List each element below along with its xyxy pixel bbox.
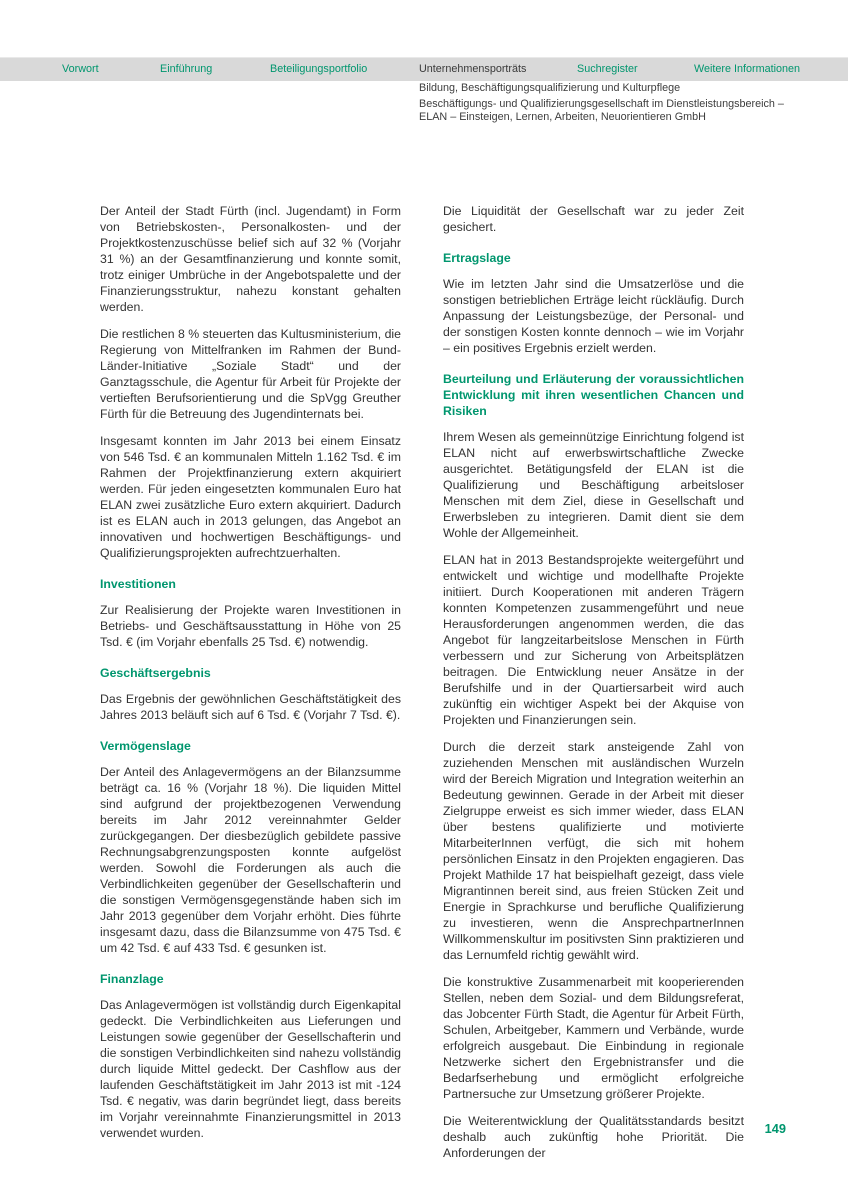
nav-item-weitere-informationen[interactable]: Weitere Informationen [694,63,801,75]
section-heading: Geschäftsergebnis [100,666,211,680]
top-nav [0,57,848,81]
body-paragraph: Der Anteil der Stadt Fürth (incl. Jugendamt) in Form von Betriebskosten-, Personalkosten- und der Projektkostenzuschüsse belief sich auf 32 % (Vorjahr 31 %) an der Gesamtfinanzierung und konnte somit, trotz einiger Umbrüche in der Angebotspalette und der Finanzierungsstruktur, nahezu konstant gehalten werden. [100,204,401,314]
section-heading: Vermögenslage [100,739,191,753]
nav-item-beteiligungsportfolio[interactable]: Beteiligungsportfolio [270,63,368,75]
body-paragraph: Die Liquidität der Gesellschaft war zu jeder Zeit gesichert. [443,204,744,234]
breadcrumb-category: Bildung, Beschäftigungsqualifizierung und Kulturpflege [419,82,681,94]
body-paragraph: ELAN hat in 2013 Bestandsprojekte weitergeführt und entwickelt und wichtige und modellhafte Projekte initiiert. Durch Kooperationen mit anderen Trägern konnten Kompetenzen zusammengeführt und neue Herausforderungen angenommen werden, die das Angebot für langzeitarbeitslose Menschen in Fürth verbessern und zur Sicherung von Arbeitsplätzen beitragen. Die Entwicklung neuer Ansätze in der Berufshilfe und in der Quartiersarbeit wird auch zukünftig ein wichtiger Aspekt bei der Akquise von Projekten und Finanzierungen sein. [443,553,744,727]
section-heading: Investitionen [100,577,176,591]
page-number: 149 [764,1121,786,1136]
nav-item-vorwort[interactable]: Vorwort [62,63,99,75]
body-paragraph: Das Anlagevermögen ist vollständig durch Eigenkapital gedeckt. Die Verbindlichkeiten aus Lieferungen und Leistungen sowie gegenüber der Gesellschafterin und die sonstigen Verbindlichkeiten sind nahezu vollständig durch liquide Mittel gedeckt. Der Cashflow aus der laufenden Geschäftstätigkeit im Jahr 2013 ist mit -124 Tsd. € negativ, was darin begründet liegt, dass bereits im Vorjahr vereinnahmte Finanzierungsmittel in 2013 verwendet wurden. [100,998,401,1140]
body-paragraph: Insgesamt konnten im Jahr 2013 bei einem Einsatz von 546 Tsd. € an kommunalen Mitteln 1.162 Tsd. € im Rahmen der Projektfinanzierung extern akquiriert werden. Für jeden eingesetzten kommunalen Euro hat ELAN zwei zusätzliche Euro extern akquiriert. Dadurch ist es ELAN auch in 2013 gelungen, das Angebot an innovativen und hochwertigen Beschäftigungs- und Qualifizierungsprojekten aufrechtzuerhalten. [100,434,401,560]
section-heading: Beurteilung und Erläuterung der voraussichtlichen Entwicklung mit ihren wesentlichen Chancen und Risiken [443,372,744,418]
nav-item-suchregister[interactable]: Suchregister [577,63,638,75]
nav-item-einfuehrung[interactable]: Einführung [160,63,213,75]
body-paragraph: Das Ergebnis der gewöhnlichen Geschäftstätigkeit des Jahres 2013 beläuft sich auf 6 Tsd. € (Vorjahr 7 Tsd. €). [100,692,401,722]
body-column-left [100,203,401,1152]
body-paragraph: Durch die derzeit stark ansteigende Zahl von zuziehenden Menschen mit ausländischen Wurzeln wird der Bereich Migration und Integration weiterhin an Bedeutung gewinnen. Gerade in der Arbeit mit dieser Zielgruppe erweist es sich immer wieder, dass ELAN über bestens qualifizierte und motivierte MitarbeiterInnen verfügt, die sich mit hohem persönlichen Einsatz in den Projekten engagieren. Das Projekt Mathilde 17 hat beispielhaft gezeigt, dass viele Migrantinnen bereit sind, aus freien Stücken Zeit und Energie in Sprachkurse und berufliche Qualifizierung zu investieren, wenn die AnsprechpartnerInnen Willkommenskultur im positivsten Sinn praktizieren und das Lernumfeld richtig gewählt wird. [443,740,744,962]
body-paragraph: Die restlichen 8 % steuerten das Kultusministerium, die Regierung von Mittelfranken im Rahmen der Bund-Länder-Initiative „Soziale Stadt“ und der Ganztagsschule, die Agentur für Arbeit für Projekte der vertieften Berufsorientierung und die SpVgg Greuther Fürth für die Betreuung des Jugendinternats bei. [100,327,401,421]
body-paragraph: Wie im letzten Jahr sind die Umsatzerlöse und die sonstigen betrieblichen Erträge leicht rückläufig. Durch Anpassung der Leistungsbezüge, der Personal- und der sonstigen Kosten konnte dennoch – wie im Vorjahr – ein positives Ergebnis erzielt werden. [443,277,744,355]
body-paragraph: Die konstruktive Zusammenarbeit mit kooperierenden Stellen, neben dem Sozial- und dem Bildungsreferat, das Jobcenter Fürth Stadt, die Agentur für Arbeit Fürth, Schulen, Arbeitgeber, Kammern und Verbände, wurde erfolgreich ausgebaut. Die Einbindung in regionale Netzwerke sichert den Ergebnistransfer und die Bedarfserhebung und ermöglicht erfolgreiche Partnersuche zur Umsetzung größerer Projekte. [443,975,744,1101]
nav-item-unternehmensportraets[interactable]: Unternehmensporträts [419,63,527,75]
section-heading: Finanzlage [100,972,164,986]
body-paragraph: Ihrem Wesen als gemeinnützige Einrichtung folgend ist ELAN nicht auf erwerbswirtschaftliche Zwecke ausgerichtet. Betätigungsfeld der ELAN ist die Qualifizierung und Beschäftigung arbeitsloser Menschen mit dem Ziel, diese in Gesellschaft und Erwerbsleben zu integrieren. Damit dient sie dem Wohle der Allgemeinheit. [443,430,744,540]
body-paragraph: Die Weiterentwicklung der Qualitätsstandards besitzt deshalb auch zukünftig hohe Priorität. Die Anforderungen der [443,1114,744,1160]
body-paragraph: Der Anteil des Anlagevermögens an der Bilanzsumme beträgt ca. 16 % (Vorjahr 18 %). Die liquiden Mittel sind aufgrund der projektbezogenen Verwendung bereits im Jahr 2012 vereinnahmter Gelder zurückgegangen. Der diesbezüglich gebildete passive Rechnungsabgrenzungsposten konnte aufgelöst werden. Sowohl die Forderungen als auch die Verbindlichkeiten gegenüber der Gesellschafterin und die sonstigen Vermögensgegenstände haben sich im Jahr 2013 gegenüber dem Vorjahr erhöht. Dies führte insgesamt dazu, dass die Bilanzsumme von 475 Tsd. € um 42 Tsd. € auf 433 Tsd. € gesunken ist. [100,765,401,955]
breadcrumb [419,82,791,123]
body-column-right [443,203,744,1172]
section-heading: Ertragslage [443,251,511,265]
breadcrumb-company: Beschäftigungs- und Qualifizierungsgesellschaft im Dienstleistungsbereich – ELAN – Einsteigen, Lernen, Arbeiten, Neuorientieren GmbH [419,98,784,123]
body-paragraph: Zur Realisierung der Projekte waren Investitionen in Betriebs- und Geschäftsausstattung in Höhe von 25 Tsd. € (im Vorjahr ebenfalls 25 Tsd. €) notwendig. [100,603,401,649]
